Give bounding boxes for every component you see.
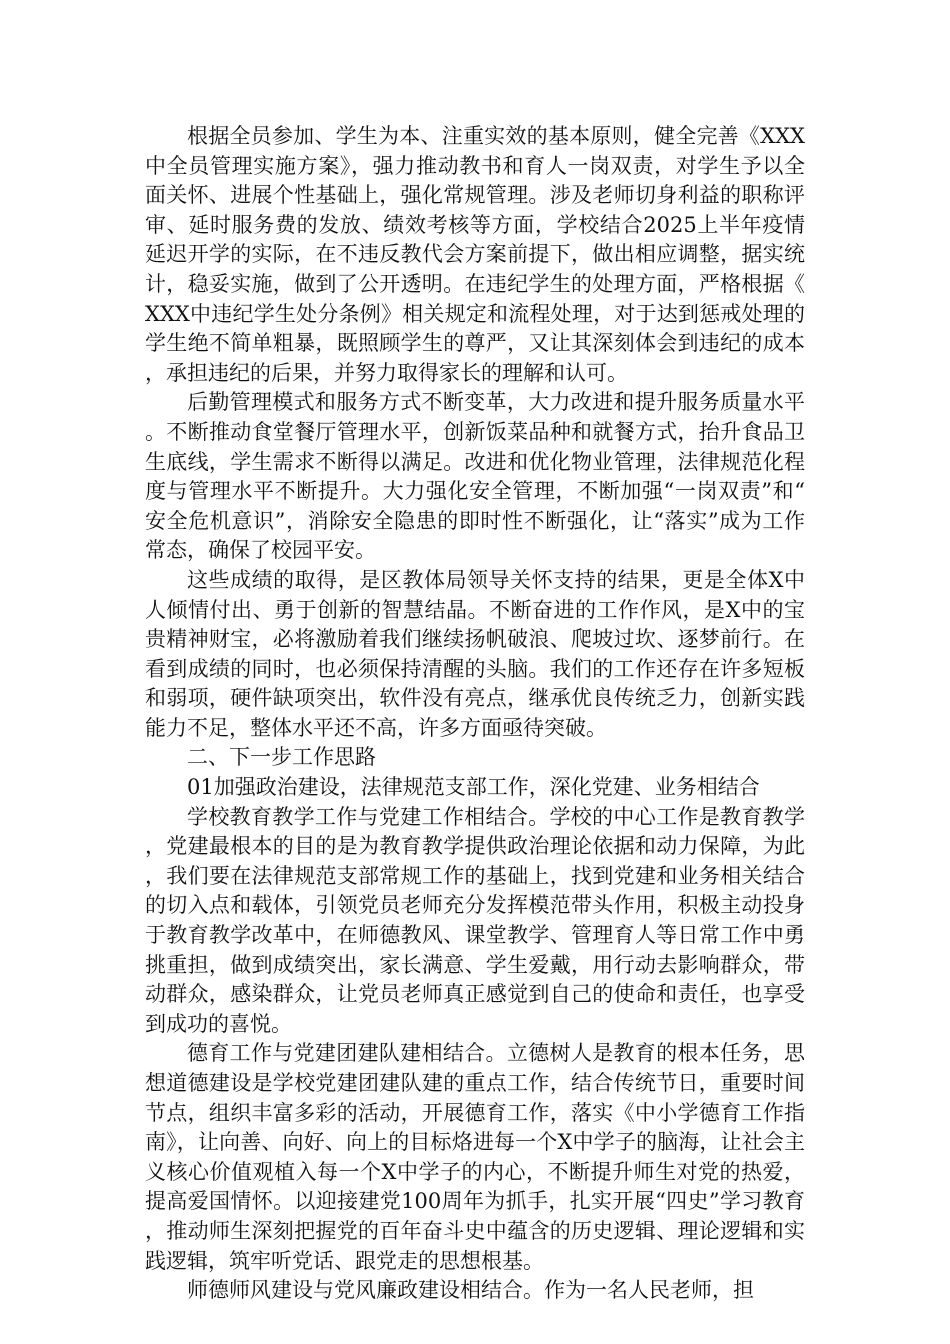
paragraph-logistics: 后勤管理模式和服务方式不断变革，大力改进和提升服务质量水平。不断推动食堂餐厅管理水平，创新饭菜品种和就餐方式，抬升食品卫生底线，学生需求不断得以满足。改进和优化物业管理，法律规范化程度与管理水平不断提升。大力强化安全管理，不断加强“一岗双责”和“安全危机意识”，消除安全隐患的即时性不断强化，让“落实”成为工作常态，确保了校园平安。 bbox=[145, 390, 805, 563]
document-body bbox=[145, 122, 805, 1306]
paragraph-achievements: 这些成绩的取得，是区教体局领导关怀支持的结果，更是全体X中人倾情付出、勇于创新的智慧结晶。不断奋进的工作作风，是X中的宝贵精神财宝，必将激励着我们继续扬帆破浪、爬坡过坎、逐梦前行。在看到成绩的同时，也必须保持清醒的头脑。我们的工作还存在许多短板和弱项，硬件缺项突出，软件没有亮点，继承优良传统乏力，创新实践能力不足，整体水平还不高，许多方面亟待突破。 bbox=[145, 567, 805, 740]
paragraph-teaching-party-building: 学校教育教学工作与党建工作相结合。学校的中心工作是教育教学，党建最根本的目的是为教育教学提供政治理论依据和动力保障，为此，我们要在法律规范支部常规工作的基础上，找到党建和业务相关结合的切入点和载体，引领党员老师充分发挥模范带头作用，积极主动投身于教育教学改革中，在师德教风、课堂教学、管理育人等日常工作中勇挑重担，做到成绩突出，家长满意、学生爱戴，用行动去影响群众，带动群众，感染群众，让党员老师真正感觉到自己的使命和责任，也享受到成功的喜悦。 bbox=[145, 804, 805, 1036]
section-heading-next-steps: 二、下一步工作思路 bbox=[187, 745, 376, 770]
paragraph-moral-education: 德育工作与党建团建队建相结合。立德树人是教育的根本任务，思想道德建设是学校党建团建队建的重点工作，结合传统节日，重要时间节点，组织丰富多彩的活动，开展德育工作，落实《中小学德育工作指南》，让向善、向好、向上的目标烙进每一个X中学子的脑海，让社会主义核心价值观植入每一个X中学子的内心，不断提升师生对党的热爱，提高爱国情怀。以迎接建党100周年为抓手，扎实开展“四史”学习教育，推动师生深刻把握党的百年奋斗史中蕴含的历史逻辑、理论逻辑和实践逻辑，筑牢听党话、跟党走的思想根基。 bbox=[145, 1041, 805, 1273]
subheading-political-construction: 01加强政治建设，法律规范支部工作，深化党建、业务相结合 bbox=[187, 775, 760, 800]
paragraph-management: 根据全员参加、学生为本、注重实效的基本原则，健全完善《XXX中全员管理实施方案》，强力推动教书和育人一岗双责，对学生予以全面关怀、进展个性基础上，强化常规管理。涉及老师切身利益的职称评审、延时服务费的发放、绩效考核等方面，学校结合2025上半年疫情延迟开学的实际，在不违反教代会方案前提下，做出相应调整，据实统计，稳妥实施，做到了公开透明。在违纪学生的处理方面，严格根据《XXX中违纪学生处分条例》相关规定和流程处理，对于达到惩戒处理的学生绝不简单粗暴，既照顾学生的尊严，又让其深刻体会到违纪的成本，承担违纪的后果，并努力取得家长的理解和认可。 bbox=[145, 124, 805, 385]
paragraph-teacher-ethics: 师德师风建设与党风廉政建设相结合。作为一名人民老师，担 bbox=[187, 1278, 754, 1303]
